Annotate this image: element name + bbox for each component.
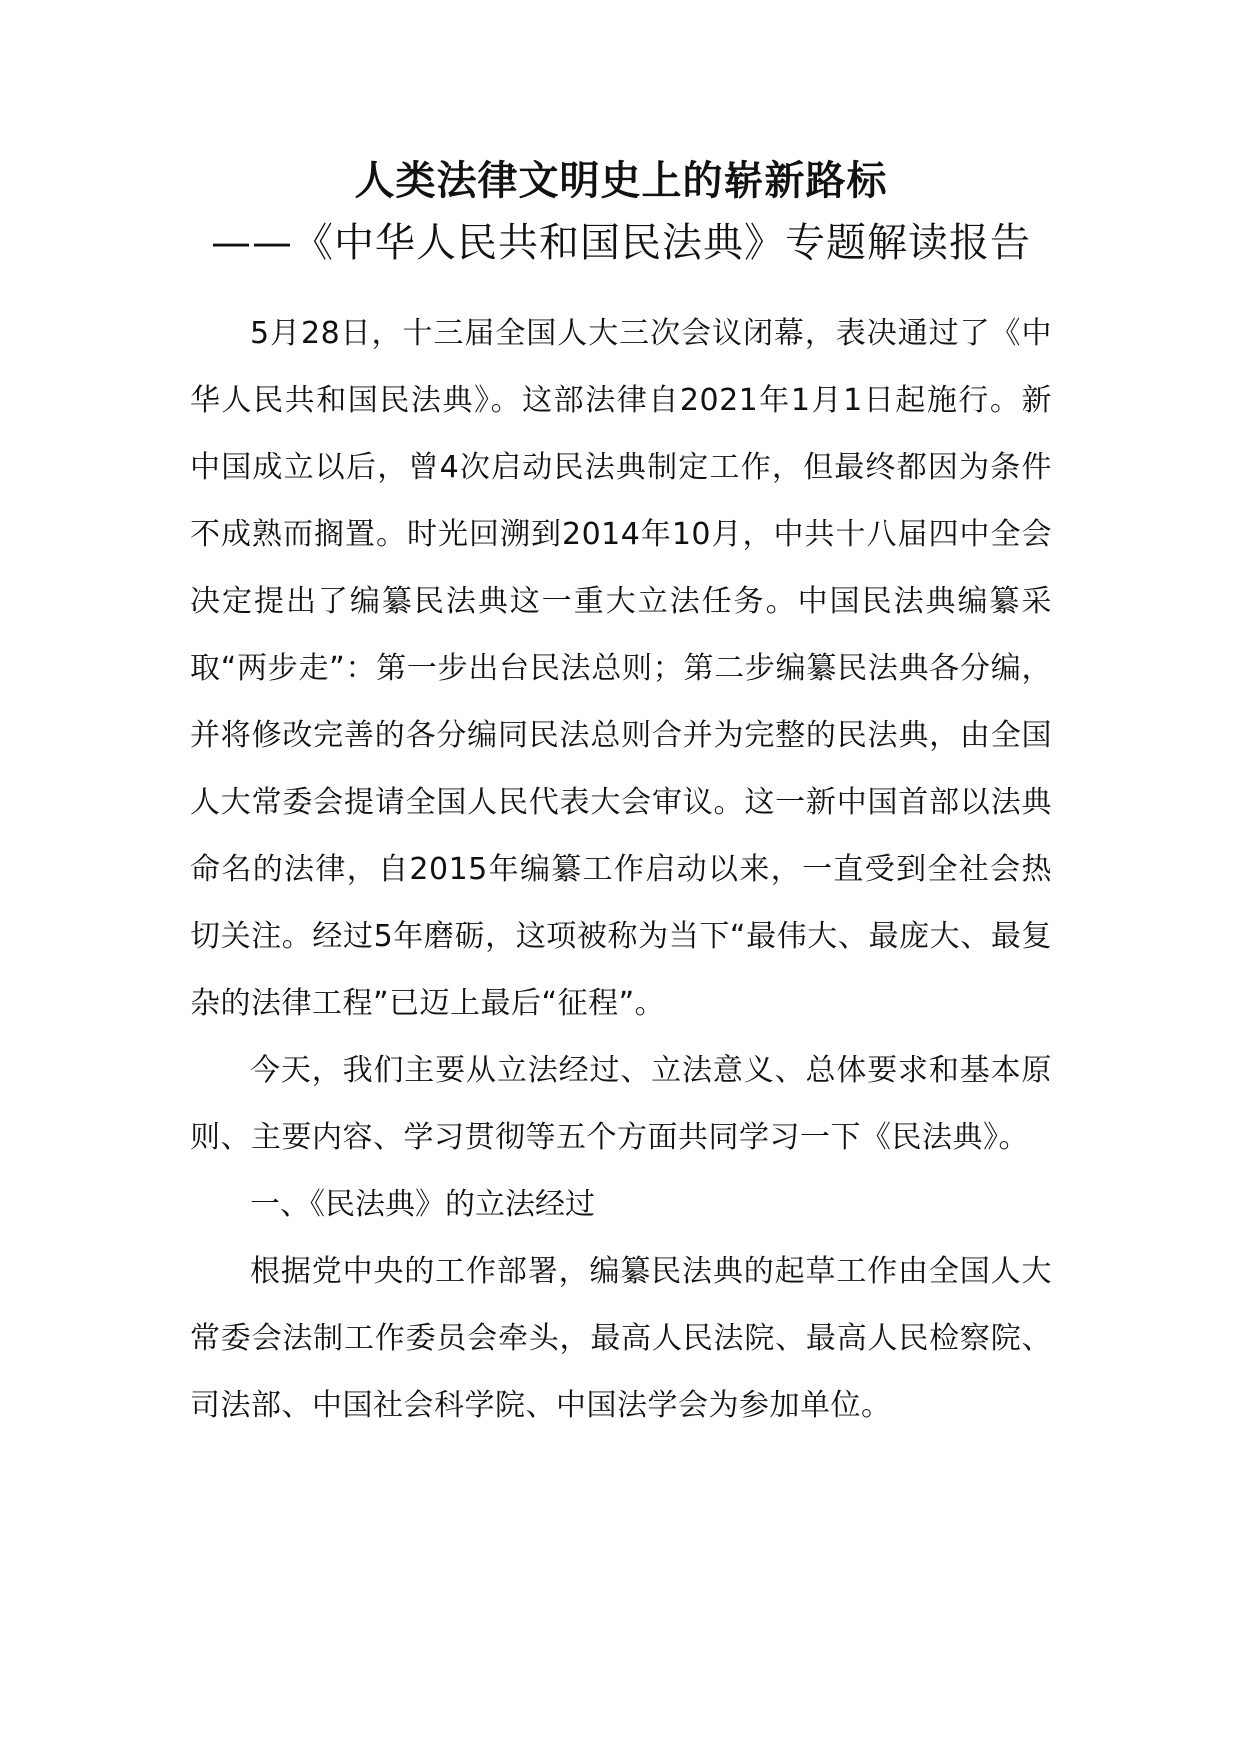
paragraph-overview: 今天，我们主要从立法经过、立法意义、总体要求和基本原则、主要内容、学习贯彻等五个方面共同学习一下《民法典》。 [190, 1053, 1052, 1155]
section-heading: 一、《民法典》的立法经过 [250, 1187, 595, 1222]
paragraph-intro: 5月28日，十三届全国人大三次会议闭幕，表决通过了《中华人民共和国民法典》。这部法律自2021年1月1日起施行。新中国成立以后，曾4次启动民法典制定工作，但最终都因为条件不成熟而搁置。时光回溯到2014年10月，中共十八届四中全会决定提出了编纂民法典这一重大立法任务。中国民法典编纂采取“两步走”：第一步出台民法总则；第二步编纂民法典各分编，并将修改完善的各分编同民法总则合并为完整的民法典，由全国人大常委会提请全国人民代表大会审议。这一新中国首部以法典命名的法律，自2015年编纂工作启动以来，一直受到全社会热切关注。经过5年磨砺，这项被称为当下“最伟大、最庞大、最复杂的法律工程”已迈上最后“征程”。 [190, 316, 1052, 1021]
document-subtitle: ——《中华人民共和国民法典》专题解读报告 [211, 220, 1031, 266]
document-body [190, 300, 1052, 1439]
document-page [190, 150, 1052, 1439]
document-title: 人类法律文明史上的崭新路标 [354, 158, 888, 204]
paragraph-section-1: 根据党中央的工作部署，编纂民法典的起草工作由全国人大常委会法制工作委员会牵头，最高人民法院、最高人民检察院、司法部、中国社会科学院、中国法学会为参加单位。 [190, 1254, 1052, 1423]
